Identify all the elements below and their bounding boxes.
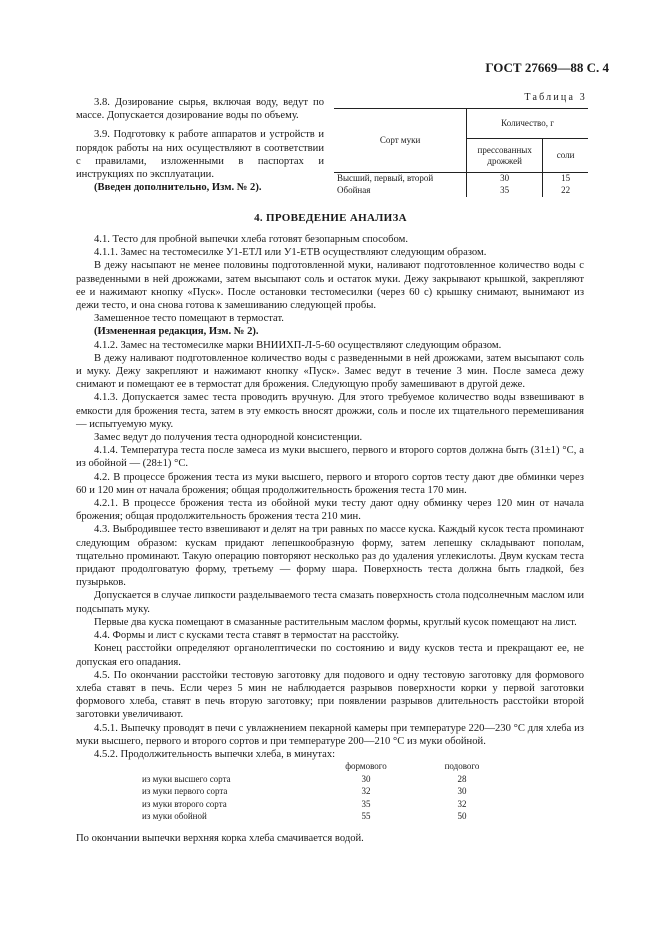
paragraph-4-5-1: 4.5.1. Выпечку проводят в печи с увлажнением пекарной камеры при температуре 220—230 °С для хлеба из муки высшего, первого и второго сортов и при температуре 200—210 °С из муки обойной.	[76, 722, 584, 747]
col-header-sort: Сорт муки	[334, 109, 467, 173]
row-hearth: 30	[457, 786, 467, 796]
paragraph-4-3b: Первые два куска помещают в смазанные растительным маслом формы, круглый кусок помещают на лист.	[94, 616, 577, 628]
row-label: из муки высшего сорта	[142, 773, 231, 784]
row-yeast: 35	[467, 185, 543, 197]
paragraph-4-5-2: 4.5.2. Продолжительность выпечки хлеба, в минутах:	[94, 748, 336, 760]
table-caption: Таблица 3	[524, 92, 587, 103]
paragraph-4-1-3: 4.1.3. Допускается замес теста проводить вручную. Для этого требуемое количество воды взвешивают в емкости для брожения теста, затем в эту емкость вносят дрожжи, соль и после их тщательного перемешивания — испытуемую муку.	[76, 392, 584, 430]
baking-time-table	[142, 760, 510, 823]
row-label: из муки обойной	[142, 811, 207, 821]
table-row	[334, 173, 588, 185]
paragraph-4-1-3a: Замес ведут до получения теста однородной консистенции.	[94, 432, 363, 444]
row-yeast: 30	[467, 173, 543, 185]
row-form: 35	[361, 798, 371, 809]
paragraph-3-8: 3.8. Дозирование сырья, включая воду, ведут по массе. Допускается дозирование воды по объему.	[76, 97, 324, 122]
paragraph-4-5: 4.5. По окончании расстойки тестовую заготовку для подового и одну тестовую заготовку для формового хлеба ставят в печь. Если через 5 мин не наблюдается разрывов поверхности корки у первой заготовки формового хлеба, ставят в печь вторую заготовку; при появлении разрывов длительность расстойки второй заготовки увеличивают.	[76, 669, 584, 721]
col-header-yeast: прессованных дрожжей	[467, 139, 543, 173]
row-form: 55	[361, 811, 371, 821]
paragraph-4-1: 4.1. Тесто для пробной выпечки хлеба готовят безопарным способом.	[94, 234, 409, 245]
col-header-quantity: Количество, г	[467, 109, 588, 139]
paragraph-4-1-1a: В дежу насыпают не менее половины подготовленной муки, наливают подготовленное количество воды с разведенными в ней дрожжами, затем высыпают соль и остаток муки. Дежу закрывают крышкой, закрепляют ее и нажимают кнопку «Пуск». После остановки тестомесилки (через 60 с) крышку снимают, вынимают из дежи тесто, и она снова готова к замешиванию следующей пробы.	[76, 260, 584, 312]
row-hearth: 28	[457, 773, 467, 784]
table-row	[142, 798, 510, 811]
table-row	[142, 810, 510, 823]
row-label: из муки первого сорта	[142, 786, 228, 796]
col-header-salt: соли	[543, 139, 588, 173]
paragraph-4-4a: Конец расстойки определяют органолептически по состоянию и виду кусков теста и прекращают ее, не допуская его опадания.	[76, 643, 584, 668]
paragraph-4-2: 4.2. В процессе брожения теста из муки высшего, первого и второго сортов тесту дают две обминки через 60 и 120 мин от начала брожения; общая продолжительность брожения теста 170 мин.	[76, 471, 584, 496]
row-label: из муки второго сорта	[142, 798, 227, 809]
paragraph-4-4: 4.4. Формы и лист с кусками теста ставят в термостат на расстойку.	[94, 630, 400, 642]
paragraph-4-3: 4.3. Выбродившее тесто взвешивают и делят на три равных по массе куска. Каждый кусок теста проминают следующим образом: кускам придают лепешкообразную форму, затем лепешку складывают пополам, тщательно проминают. Такую операцию повторяют несколько раз до удаления углекислоты. Двум кускам теста придают продолговатую форму, третьему — форму шара. Поверхность теста должна быть гладкой, без пузырьков.	[76, 524, 584, 589]
amendment-note: (Введен дополнительно, Изм. № 2).	[94, 182, 262, 194]
row-form: 32	[361, 786, 371, 796]
table-row	[142, 785, 510, 798]
paragraph-4-3a: Допускается в случае липкости разделываемого теста смазать поверхность стола подсолнечным маслом или подсыпать муку.	[76, 590, 584, 615]
row-salt: 22	[543, 185, 588, 197]
paragraph-4-1-2a: В дежу наливают подготовленное количество воды с разведенными в ней дрожжами, затем высыпают соль и муку. Дежу закрепляют и нажимают кнопку «Пуск». Замес ведут в течение 3 мин. После замеса дежу снимают и помещают ее в термостат для брожения. Следующую пробу замешивают в другой деже.	[76, 352, 584, 391]
paragraph-4-1-1: 4.1.1. Замес на тестомесилке У1-ЕТЛ или У1-ЕТВ осуществляют следующим образом.	[94, 247, 487, 259]
section-title: 4. ПРОВЕДЕНИЕ АНАЛИЗА	[254, 212, 407, 224]
row-hearth: 50	[457, 811, 467, 821]
row-salt: 15	[543, 173, 588, 185]
row-form: 30	[361, 773, 371, 784]
table-row	[334, 185, 588, 197]
main-text	[76, 233, 584, 761]
row-hearth: 32	[457, 798, 467, 809]
paragraph-4-2-1: 4.2.1. В процессе брожения теста из обойной муки тесту дают одну обминку через 120 мин от начала брожения; общая продолжительность брожения теста 210 мин.	[76, 498, 584, 523]
page-header: ГОСТ 27669—88 С. 4	[485, 60, 609, 75]
col-header-form: формового	[345, 761, 387, 771]
paragraph-4-1-1b: Замешенное тесто помещают в термостат.	[94, 313, 284, 325]
final-paragraph: По окончании выпечки верхняя корка хлеба смачивается водой.	[76, 833, 364, 844]
paragraph-3-9: 3.9. Подготовку к работе аппаратов и устройств и порядок работы на них осуществляют в соответствии с правилами, изложенными в паспортах и инструкциях по эксплуатации.	[76, 129, 324, 181]
left-column	[76, 96, 324, 194]
paragraph-4-1-2: 4.1.2. Замес на тестомесилке марки ВНИИХП-Л-5-60 осуществляют следующим образом.	[94, 339, 502, 351]
row-name: Высший, первый, второй	[337, 173, 434, 184]
paragraph-4-1-4: 4.1.4. Температура теста после замеса из муки высшего, первого и второго сортов должна быть (31±1) °С, а из обойной — (28±1) °С.	[76, 445, 584, 470]
col-header-hearth: подового	[444, 761, 480, 771]
row-name: Обойная	[337, 185, 371, 195]
table-row	[142, 773, 510, 786]
amendment-note: (Измененная редакция, Изм. № 2).	[94, 326, 259, 338]
table-3	[334, 108, 588, 197]
